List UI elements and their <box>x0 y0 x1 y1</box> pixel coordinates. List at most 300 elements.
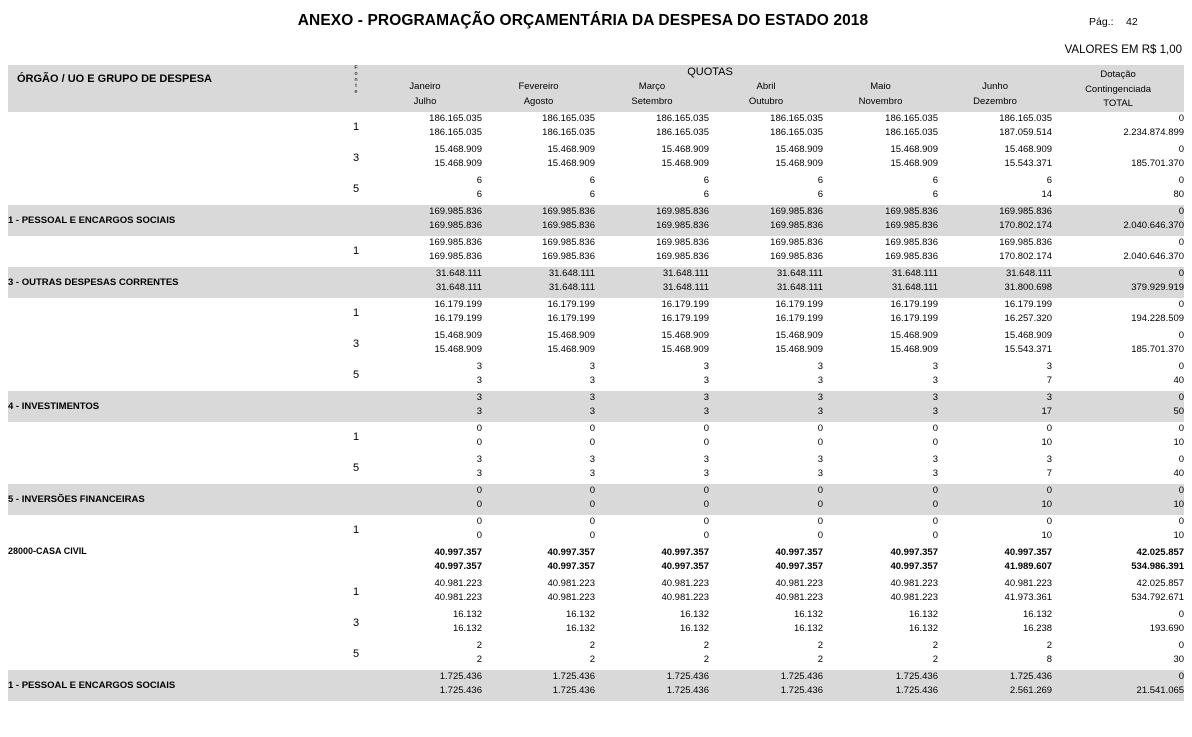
value-first-half: 0 <box>1178 639 1185 651</box>
value-second-half: 3 <box>817 468 823 479</box>
value-cell <box>595 298 709 329</box>
value-first-half: 0 <box>817 422 823 434</box>
value-cell <box>823 267 938 298</box>
value-second-half: 16.179.199 <box>434 313 482 324</box>
row-org-label: 1 - PESSOAL E ENCARGOS SOCIAIS <box>8 205 344 236</box>
value-cell <box>482 422 595 453</box>
value-first-half: 16.132 <box>1023 608 1053 620</box>
value-cell <box>1052 267 1184 298</box>
value-first-half: 169.985.836 <box>770 205 823 217</box>
value-cell <box>595 267 709 298</box>
table-row <box>8 329 1184 360</box>
value-cell <box>482 546 595 577</box>
value-first-half: 40.981.223 <box>434 577 482 589</box>
value-second-half: 10 <box>1173 530 1185 541</box>
value-first-half: 42.025.857 <box>1136 577 1185 589</box>
value-cell <box>368 360 482 391</box>
value-first-half: 3 <box>817 453 823 465</box>
value-first-half: 2 <box>703 639 709 651</box>
value-first-half: 16.132 <box>793 608 823 620</box>
value-first-half: 15.468.909 <box>434 143 482 155</box>
value-first-half: 40.981.223 <box>661 577 709 589</box>
value-second-half: 2.561.269 <box>1009 685 1053 696</box>
value-second-half: 40 <box>1173 375 1185 386</box>
value-second-half: 169.985.836 <box>656 220 709 231</box>
value-cell <box>368 484 482 515</box>
value-second-half: 15.468.909 <box>547 158 595 169</box>
value-cell <box>709 484 823 515</box>
value-first-half: 40.997.357 <box>661 546 709 558</box>
row-fonte: 3 <box>352 152 360 164</box>
value-cell <box>823 205 938 236</box>
value-second-half: 15.543.371 <box>1004 158 1053 169</box>
table-row <box>8 112 1184 143</box>
dotacao-line-3: TOTAL <box>1103 98 1133 109</box>
row-org-label <box>8 422 344 453</box>
value-first-half: 169.985.836 <box>656 205 709 217</box>
value-first-half: 3 <box>703 360 709 372</box>
row-fonte <box>344 484 368 515</box>
value-cell <box>709 298 823 329</box>
value-first-half: 0 <box>1178 453 1185 465</box>
value-cell <box>595 329 709 360</box>
value-second-half: 40 <box>1173 468 1185 479</box>
value-second-half: 0 <box>932 530 938 541</box>
value-cell <box>482 174 595 205</box>
value-second-half: 10 <box>1041 437 1053 448</box>
value-second-half: 15.468.909 <box>890 158 938 169</box>
value-cell <box>595 453 709 484</box>
value-second-half: 0 <box>589 530 595 541</box>
row-fonte <box>344 670 368 701</box>
month-bottom-label: Outubro <box>748 96 784 107</box>
value-cell <box>709 236 823 267</box>
value-second-half: 169.985.836 <box>542 220 595 231</box>
value-first-half: 2 <box>932 639 938 651</box>
value-second-half: 2 <box>817 654 823 665</box>
value-second-half: 16.132 <box>565 623 595 634</box>
value-cell <box>368 422 482 453</box>
dotacao-line-1: Dotação <box>1100 69 1136 80</box>
month-bottom-label: Julho <box>413 96 437 107</box>
value-first-half: 3 <box>817 360 823 372</box>
month-bottom-label: Dezembro <box>973 96 1017 107</box>
value-cell <box>595 143 709 174</box>
value-cell <box>938 174 1052 205</box>
value-cell <box>823 608 938 639</box>
value-second-half: 3 <box>932 468 938 479</box>
value-cell <box>1052 391 1184 422</box>
row-fonte: 1 <box>352 586 360 598</box>
org-column-header: ÓRGÃO / UO E GRUPO DE DESPESA <box>8 65 344 112</box>
value-first-half: 6 <box>703 174 709 186</box>
row-org-label <box>8 298 344 329</box>
value-first-half: 2 <box>817 639 823 651</box>
row-org-label: 1 - PESSOAL E ENCARGOS SOCIAIS <box>8 670 344 701</box>
value-cell <box>1052 670 1184 701</box>
value-first-half: 42.025.857 <box>1136 546 1185 558</box>
value-first-half: 169.985.836 <box>999 205 1053 217</box>
value-first-half: 169.985.836 <box>429 236 482 248</box>
value-first-half: 15.468.909 <box>775 143 823 155</box>
row-org-label: 28000-CASA CIVIL <box>8 545 87 556</box>
page-number: 42 <box>1126 16 1138 28</box>
value-first-half: 0 <box>1046 422 1053 434</box>
month-top-label: Abril <box>756 81 776 92</box>
value-first-half: 186.165.035 <box>542 112 595 124</box>
row-org-label <box>8 608 344 639</box>
value-second-half: 40.981.223 <box>434 592 482 603</box>
value-cell <box>823 515 938 546</box>
table-row <box>8 670 1184 701</box>
value-second-half: 186.165.035 <box>429 127 482 138</box>
value-second-half: 169.985.836 <box>770 220 823 231</box>
value-cell <box>823 329 938 360</box>
value-cell <box>938 515 1052 546</box>
value-first-half: 0 <box>589 422 595 434</box>
value-second-half: 41.973.361 <box>1004 592 1053 603</box>
value-first-half: 15.468.909 <box>434 329 482 341</box>
value-cell <box>1052 112 1184 143</box>
value-cell <box>368 174 482 205</box>
value-second-half: 40.981.223 <box>890 592 938 603</box>
value-first-half: 169.985.836 <box>885 205 938 217</box>
value-second-half: 31.648.111 <box>548 282 595 293</box>
value-first-half: 16.179.199 <box>547 298 595 310</box>
value-second-half: 31.648.111 <box>776 282 823 293</box>
value-second-half: 186.165.035 <box>770 127 823 138</box>
value-second-half: 16.132 <box>793 623 823 634</box>
value-second-half: 2 <box>589 654 595 665</box>
row-org-label <box>8 236 344 267</box>
value-cell <box>709 577 823 608</box>
value-cell <box>938 608 1052 639</box>
value-first-half: 16.179.199 <box>434 298 482 310</box>
value-first-half: 3 <box>703 453 709 465</box>
report-title: ANEXO - PROGRAMAÇÃO ORÇAMENTÁRIA DA DESPESA DO ESTADO 2018 <box>297 12 869 29</box>
value-first-half: 169.985.836 <box>885 236 938 248</box>
value-cell <box>368 670 482 701</box>
value-cell <box>482 639 595 670</box>
value-first-half: 3 <box>1046 453 1053 465</box>
value-second-half: 6 <box>932 189 938 200</box>
value-cell <box>482 360 595 391</box>
value-cell <box>595 205 709 236</box>
value-cell <box>823 298 938 329</box>
value-second-half: 6 <box>476 189 482 200</box>
table-row <box>8 515 1184 546</box>
month-header-3 <box>709 79 823 112</box>
value-first-half: 15.468.909 <box>890 143 938 155</box>
value-first-half: 16.132 <box>908 608 938 620</box>
value-second-half: 15.468.909 <box>661 158 709 169</box>
value-second-half: 0 <box>932 437 938 448</box>
value-cell <box>1052 608 1184 639</box>
row-fonte: 1 <box>352 524 360 536</box>
value-cell <box>368 205 482 236</box>
value-cell <box>823 360 938 391</box>
value-cell <box>482 298 595 329</box>
value-first-half: 0 <box>1178 112 1185 124</box>
value-first-half: 0 <box>1178 391 1185 403</box>
value-cell <box>1052 298 1184 329</box>
value-first-half: 0 <box>817 484 823 496</box>
value-second-half: 40.981.223 <box>547 592 595 603</box>
value-first-half: 31.648.111 <box>1005 267 1053 279</box>
value-first-half: 16.132 <box>679 608 709 620</box>
value-first-half: 3 <box>589 391 595 403</box>
value-cell <box>595 639 709 670</box>
value-first-half: 2 <box>589 639 595 651</box>
value-second-half: 193.690 <box>1149 623 1185 634</box>
value-first-half: 40.981.223 <box>890 577 938 589</box>
value-cell <box>823 670 938 701</box>
value-second-half: 16.179.199 <box>775 313 823 324</box>
value-cell <box>938 329 1052 360</box>
value-second-half: 21.541.065 <box>1136 685 1185 696</box>
value-cell <box>1052 484 1184 515</box>
table-row <box>8 360 1184 391</box>
row-org-label <box>8 453 344 484</box>
value-cell <box>482 205 595 236</box>
value-first-half: 186.165.035 <box>885 112 938 124</box>
value-second-half: 16.179.199 <box>547 313 595 324</box>
value-first-half: 6 <box>476 174 482 186</box>
value-first-half: 15.468.909 <box>661 143 709 155</box>
value-first-half: 3 <box>932 391 938 403</box>
value-cell <box>938 670 1052 701</box>
table-row <box>8 546 1184 577</box>
units-note: VALORES EM R$ 1,00 <box>1064 44 1182 56</box>
value-second-half: 10 <box>1041 530 1053 541</box>
value-first-half: 15.468.909 <box>1004 143 1053 155</box>
value-cell <box>595 174 709 205</box>
value-second-half: 15.468.909 <box>434 158 482 169</box>
value-cell <box>368 639 482 670</box>
value-cell <box>709 422 823 453</box>
table-row <box>8 267 1184 298</box>
value-cell <box>938 267 1052 298</box>
value-second-half: 187.059.514 <box>999 127 1053 138</box>
row-org-label <box>8 112 344 143</box>
value-second-half: 3 <box>932 406 938 417</box>
value-second-half: 15.543.371 <box>1004 344 1053 355</box>
value-cell <box>1052 453 1184 484</box>
value-first-half: 1.725.436 <box>895 670 938 682</box>
value-first-half: 0 <box>817 515 823 527</box>
value-cell <box>709 670 823 701</box>
value-cell <box>482 267 595 298</box>
value-cell <box>595 484 709 515</box>
value-first-half: 3 <box>1046 360 1053 372</box>
value-second-half: 15.468.909 <box>547 344 595 355</box>
value-second-half: 169.985.836 <box>656 251 709 262</box>
value-second-half: 194.228.509 <box>1131 313 1185 324</box>
value-second-half: 0 <box>817 437 823 448</box>
value-first-half: 169.985.836 <box>542 236 595 248</box>
value-first-half: 1.725.436 <box>439 670 482 682</box>
value-cell <box>482 453 595 484</box>
value-first-half: 15.468.909 <box>890 329 938 341</box>
value-cell <box>1052 329 1184 360</box>
month-header-1 <box>482 79 595 112</box>
row-fonte: 5 <box>352 462 360 474</box>
value-second-half: 31.800.698 <box>1004 282 1053 293</box>
value-second-half: 534.986.391 <box>1131 561 1185 572</box>
value-first-half: 169.985.836 <box>999 236 1053 248</box>
value-first-half: 40.997.357 <box>775 546 823 558</box>
value-cell <box>709 608 823 639</box>
value-second-half: 14 <box>1041 189 1053 200</box>
value-first-half: 0 <box>476 484 482 496</box>
value-second-half: 185.701.370 <box>1131 344 1185 355</box>
value-second-half: 15.468.909 <box>775 344 823 355</box>
value-second-half: 40.981.223 <box>661 592 709 603</box>
value-cell <box>482 484 595 515</box>
value-first-half: 0 <box>1046 515 1053 527</box>
value-first-half: 3 <box>932 453 938 465</box>
value-cell <box>482 236 595 267</box>
value-cell <box>482 577 595 608</box>
value-first-half: 40.997.357 <box>890 546 938 558</box>
value-cell <box>368 267 482 298</box>
value-first-half: 0 <box>1178 236 1185 248</box>
value-second-half: 40.997.357 <box>434 561 482 572</box>
row-fonte: 5 <box>352 183 360 195</box>
value-second-half: 10 <box>1173 437 1185 448</box>
table-row <box>8 608 1184 639</box>
value-first-half: 15.468.909 <box>547 143 595 155</box>
value-first-half: 0 <box>932 484 938 496</box>
value-cell <box>482 143 595 174</box>
value-cell <box>709 112 823 143</box>
budget-table <box>8 65 1184 701</box>
value-cell <box>823 422 938 453</box>
value-first-half: 0 <box>1178 143 1185 155</box>
value-first-half: 0 <box>1178 484 1185 496</box>
value-second-half: 40.981.223 <box>775 592 823 603</box>
value-first-half: 31.648.111 <box>776 267 823 279</box>
row-fonte <box>344 391 368 422</box>
value-cell <box>1052 174 1184 205</box>
value-first-half: 169.985.836 <box>542 205 595 217</box>
value-second-half: 186.165.035 <box>885 127 938 138</box>
month-top-label: Maio <box>870 81 891 92</box>
value-first-half: 3 <box>589 453 595 465</box>
value-cell <box>823 639 938 670</box>
value-first-half: 0 <box>589 484 595 496</box>
row-fonte <box>344 205 368 236</box>
value-first-half: 0 <box>1178 329 1185 341</box>
value-first-half: 15.468.909 <box>661 329 709 341</box>
value-cell <box>709 174 823 205</box>
value-first-half: 40.997.357 <box>1004 546 1053 558</box>
value-cell <box>823 453 938 484</box>
value-first-half: 3 <box>476 391 482 403</box>
dotacao-line-2: Contingenciada <box>1085 83 1152 95</box>
value-second-half: 3 <box>589 468 595 479</box>
value-cell <box>595 112 709 143</box>
value-second-half: 0 <box>476 437 482 448</box>
value-cell <box>1052 639 1184 670</box>
value-second-half: 3 <box>703 406 709 417</box>
month-header-0 <box>368 79 482 112</box>
row-fonte: 5 <box>352 369 360 381</box>
value-second-half: 1.725.436 <box>666 685 709 696</box>
value-second-half: 3 <box>703 468 709 479</box>
table-row <box>8 422 1184 453</box>
value-first-half: 0 <box>1178 298 1185 310</box>
value-second-half: 30 <box>1173 654 1185 665</box>
value-second-half: 379.929.919 <box>1131 282 1185 293</box>
value-cell <box>595 577 709 608</box>
value-second-half: 169.985.836 <box>770 251 823 262</box>
value-first-half: 16.179.199 <box>1004 298 1053 310</box>
value-first-half: 16.179.199 <box>775 298 823 310</box>
value-second-half: 17 <box>1041 406 1053 417</box>
value-cell <box>1052 546 1184 577</box>
value-cell <box>1052 360 1184 391</box>
value-cell <box>709 515 823 546</box>
value-first-half: 0 <box>589 515 595 527</box>
value-cell <box>709 546 823 577</box>
value-first-half: 0 <box>703 515 709 527</box>
row-fonte: 3 <box>352 338 360 350</box>
value-second-half: 2 <box>703 654 709 665</box>
row-org-label <box>8 329 344 360</box>
value-second-half: 3 <box>476 406 482 417</box>
value-second-half: 40.997.357 <box>890 561 938 572</box>
row-fonte: 1 <box>352 121 360 133</box>
value-second-half: 31.648.111 <box>662 282 709 293</box>
value-cell <box>709 205 823 236</box>
month-top-label: Janeiro <box>409 81 441 92</box>
month-header-5 <box>938 79 1052 112</box>
value-cell <box>595 608 709 639</box>
value-first-half: 0 <box>1178 174 1185 186</box>
value-first-half: 2 <box>1046 639 1053 651</box>
value-second-half: 3 <box>476 375 482 386</box>
value-second-half: 15.468.909 <box>434 344 482 355</box>
value-cell <box>823 391 938 422</box>
value-first-half: 0 <box>1178 267 1185 279</box>
row-fonte <box>344 267 368 298</box>
value-first-half: 0 <box>476 515 482 527</box>
month-top-label: Março <box>638 81 666 92</box>
value-cell <box>482 391 595 422</box>
row-org-label <box>8 360 344 391</box>
value-second-half: 16.257.320 <box>1004 313 1053 324</box>
value-second-half: 169.985.836 <box>429 251 482 262</box>
value-first-half: 0 <box>1178 360 1185 372</box>
value-first-half: 169.985.836 <box>656 236 709 248</box>
value-first-half: 169.985.836 <box>770 236 823 248</box>
value-cell <box>595 236 709 267</box>
value-second-half: 15.468.909 <box>661 344 709 355</box>
value-second-half: 6 <box>817 189 823 200</box>
value-cell <box>368 546 482 577</box>
value-first-half: 1.725.436 <box>1009 670 1053 682</box>
month-header-4 <box>823 79 938 112</box>
value-cell <box>595 391 709 422</box>
value-cell <box>938 546 1052 577</box>
value-second-half: 169.985.836 <box>885 220 938 231</box>
value-second-half: 169.985.836 <box>885 251 938 262</box>
value-cell <box>938 391 1052 422</box>
value-first-half: 169.985.836 <box>429 205 482 217</box>
row-org-label: 4 - INVESTIMENTOS <box>8 391 344 422</box>
value-first-half: 3 <box>589 360 595 372</box>
